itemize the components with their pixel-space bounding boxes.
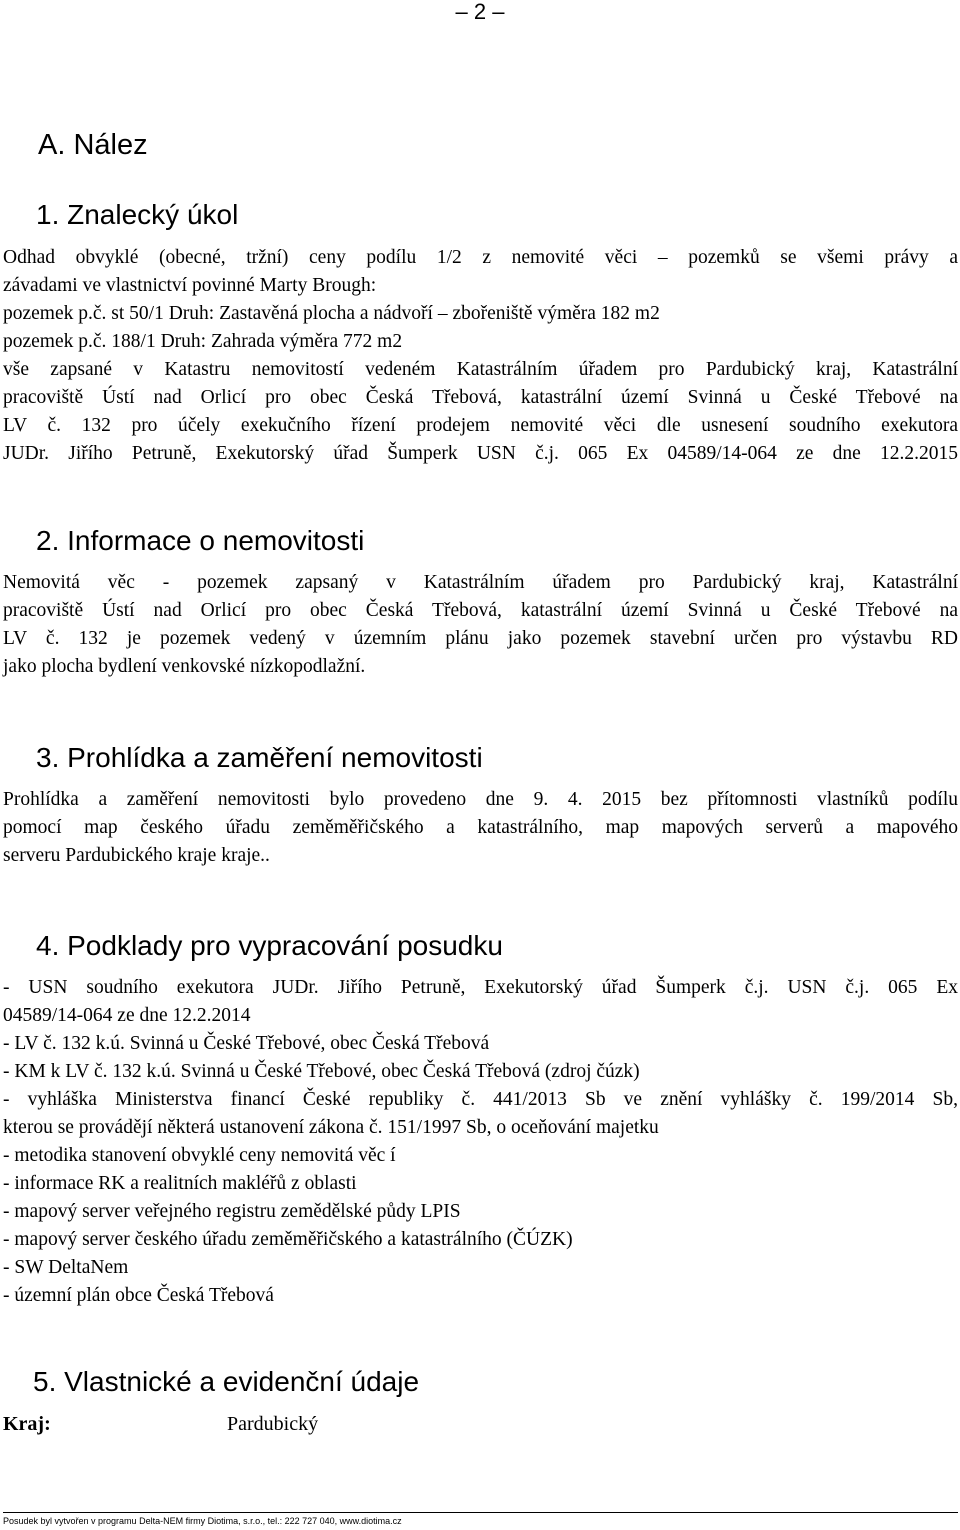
kraj-row (3, 1410, 318, 1438)
text-line: pracoviště Ústí nad Orlicí pro obec Česká Třebová, katastrální území Svinná u České Třebové na (3, 600, 958, 621)
list-item: - LV č. 132 k.ú. Svinná u České Třebové, obec Česká Třebová (3, 1033, 490, 1054)
text-line: Nemovitá věc - pozemek zapsaný v Katastrálním úřadem pro Pardubický kraj, Katastrální (3, 572, 958, 593)
informace-text (3, 569, 958, 681)
prohlidka-text (3, 786, 958, 870)
text-line: pracoviště Ústí nad Orlicí pro obec Česká Třebová, katastrální území Svinná u České Třebové na (3, 387, 958, 408)
kraj-value: Pardubický (227, 1413, 319, 1435)
text-line: JUDr. Jiřího Petruně, Exekutorský úřad Šumperk USN č.j. 065 Ex 04589/14-064 ze dne 12.2.2015 (3, 443, 958, 464)
kraj-label: Kraj: (3, 1413, 51, 1435)
ukol-text (3, 244, 958, 468)
list-item: - SW DeltaNem (3, 1257, 129, 1278)
text-line: LV č. 132 je pozemek vedený v územním plánu jako pozemek stavební určen pro výstavbu RD (3, 628, 958, 649)
list-item: - vyhláška Ministerstva financí České republiky č. 441/2013 Sb ve znění vyhlášky č. 199/2014 Sb, (3, 1089, 958, 1110)
section-podklady-title: 4. Podklady pro vypracování posudku (36, 930, 503, 961)
text-line: Prohlídka a zaměření nemovitosti bylo provedeno dne 9. 4. 2015 bez přítomnosti vlastníků podílu (3, 789, 958, 810)
section-prohlidka-title: 3. Prohlídka a zaměření nemovitosti (36, 742, 483, 773)
list-item: - mapový server veřejného registru zemědělské půdy LPIS (3, 1201, 461, 1222)
section-nalez-title: A. Nález (38, 129, 148, 161)
list-item: - územní plán obce Česká Třebová (3, 1285, 274, 1306)
section-ukol-title: 1. Znalecký úkol (36, 199, 239, 230)
section-vlastnicke-title: 5. Vlastnické a evidenční údaje (33, 1366, 420, 1397)
list-item: - metodika stanovení obvyklé ceny nemovitá věc í (3, 1145, 396, 1166)
page-number: – 2 – (455, 0, 505, 24)
list-item: - mapový server českého úřadu zeměměřičského a katastrálního (ČÚZK) (3, 1229, 573, 1250)
text-line: LV č. 132 pro účely exekučního řízení prodejem nemovité věci dle usnesení soudního exekutora (3, 415, 958, 436)
text-line: jako plocha bydlení venkovské nízkopodlažní. (3, 656, 366, 677)
list-item: 04589/14-064 ze dne 12.2.2014 (3, 1005, 251, 1026)
text-line: pozemek p.č. 188/1 Druh: Zahrada výměra 772 m2 (3, 331, 403, 352)
text-line: serveru Pardubického kraje kraje.. (3, 845, 270, 866)
page-footer: Posudek byl vytvořen v programu Delta-NEM firmy Diotima, s.r.o., tel.: 222 727 040, www.diotima.cz (3, 1512, 958, 1527)
podklady-list (3, 974, 958, 1310)
text-line: pozemek p.č. st 50/1 Druh: Zastavěná plocha a nádvoří – zbořeniště výměra 182 m2 (3, 303, 660, 324)
list-item: - KM k LV č. 132 k.ú. Svinná u České Třebové, obec Česká Třebová (zdroj čúzk) (3, 1061, 640, 1082)
list-item: - informace RK a realitních makléřů z oblasti (3, 1173, 357, 1194)
text-line: vše zapsané v Katastru nemovitostí vedeném Katastrálním úřadem pro Pardubický kraj, Katastrální (3, 359, 958, 380)
text-line: pomocí map českého úřadu zeměměřičského a katastrálního, map mapových serverů a mapového (3, 817, 958, 838)
text-line: závadami ve vlastnictví povinné Marty Brough: (3, 275, 377, 296)
list-item: kterou se provádějí některá ustanovení zákona č. 151/1997 Sb, o oceňování majetku (3, 1117, 659, 1138)
list-item: - USN soudního exekutora JUDr. Jiřího Petruně, Exekutorský úřad Šumperk č.j. USN č.j. 065 Ex (3, 977, 958, 998)
text-line: Odhad obvyklé (obecné, tržní) ceny podílu 1/2 z nemovité věci – pozemků se všemi právy a (3, 247, 958, 268)
section-informace-title: 2. Informace o nemovitosti (36, 525, 365, 556)
